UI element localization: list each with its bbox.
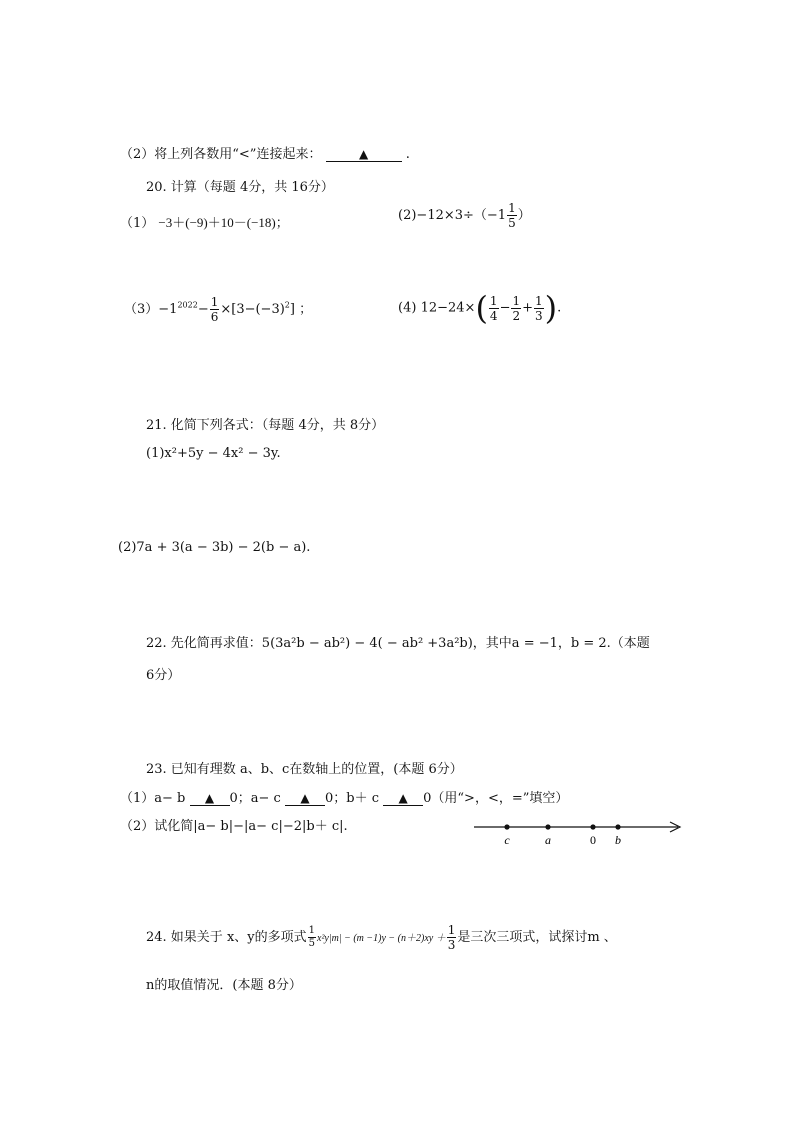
point-b [615,824,620,829]
q20-p1-expr: −3＋(−9)＋10－(−18)； [158,215,289,230]
q20-p1 [120,212,289,231]
q24-pre: 24. 如果关于 x、y的多项式 [146,930,307,945]
right-paren: ) [544,289,558,327]
label-zero: 0 [590,833,596,847]
triangle-icon: ▲ [358,147,369,161]
q20-p2 [398,202,531,229]
q20-p3-end: ] ； [289,302,313,317]
minus-sign: − [197,302,209,317]
fraction: $\frac{1}{3}$ [535,293,543,323]
q20-p2-post: ） [517,208,531,223]
q23-heading: 23. 已知有理数 a、b、c在数轴上的位置，(本题 6分） [146,762,463,777]
q20-p2-pre: −12×3÷（−1 [416,208,507,223]
q21-p2: (2)7a + 3(a − 3b) − 2(b − a). [118,540,311,555]
fraction: $\frac{1}{5}$ [508,201,516,230]
q20-p3-post: ×[3−(−3) [220,302,285,317]
exponent: 2022 [177,300,198,310]
q20-p4-pre: 12−24× [420,300,476,316]
fraction: $\frac{1}{3}$ [447,923,456,952]
q21-p1: (1)x²+5y − 4x² − 3y. [146,446,281,461]
q24-poly: x²y|m| − (m −1)y − (n＋2)xy ＋ [317,933,446,944]
q20-p4-label: (4) [398,300,417,316]
part2-label: （2）将上列各数用“<”连接起来： [120,147,322,162]
q23-p2: （2）试化简|a− b|−|a− c|−2|b＋ c|. [120,819,348,834]
triangle-icon: ▲ [398,791,408,805]
q20-heading: 20. 计算（每题 4分，共 16分） [146,180,334,195]
q20-p3-label: （3） [124,302,159,317]
label-c: c [504,833,510,847]
q24-line1 [146,924,617,951]
answer-blank[interactable] [190,792,230,806]
exponent: 2 [284,300,290,310]
triangle-icon: ▲ [300,791,310,805]
q24-post: 是三次三项式，试探讨m 、 [457,930,617,945]
q23-p1-mid2: 0；b＋ c [324,791,379,806]
q23-p1-label: （1）a− b [120,791,186,806]
left-paren: ( [475,289,488,327]
q23-p1 [120,787,568,806]
number-line [470,816,690,856]
label-b: b [615,833,621,847]
answer-blank[interactable] [383,792,423,806]
label-a: a [545,833,551,847]
q23-p1-end: 0（用“>，<，=”填空） [423,791,569,806]
q20-p4: (4) 12−24×( $\frac{1}{4}$ − $\frac{1}{2}$ + $\frac{1}{3}$ ). [398,289,562,327]
period: . [405,147,410,162]
q20-p3-pre: −1 [158,302,178,317]
q22-line1: 22. 先化简再求值：5(3a²b − ab²) − 4( − ab² +3a²b)，其中a = −1，b = 2.（本题 [146,636,650,651]
answer-blank[interactable] [326,148,402,162]
q20-p3 [124,296,312,323]
q24-line2: n的取值情况．(本题 8分） [146,978,302,993]
triangle-icon: ▲ [204,791,215,805]
point-a [545,824,550,829]
answer-blank[interactable] [285,792,325,806]
fraction: $\frac{1}{2}$ [512,293,521,323]
q22-line2: 6分） [146,668,181,683]
q23-p1-mid1: 0；a− c [229,791,281,806]
period: . [557,300,562,316]
part2-line [120,143,410,162]
q21-heading: 21. 化简下列各式：（每题 4分，共 8分） [146,418,385,433]
q20-p1-label: （1） [120,216,155,231]
point-zero [590,824,595,829]
fraction: $\frac{1}{5}$ [308,925,315,949]
fraction: $\frac{1}{4}$ [489,293,498,323]
fraction: $\frac{1}{6}$ [210,295,219,324]
point-c [504,824,509,829]
q20-p2-label: (2) [398,208,417,223]
